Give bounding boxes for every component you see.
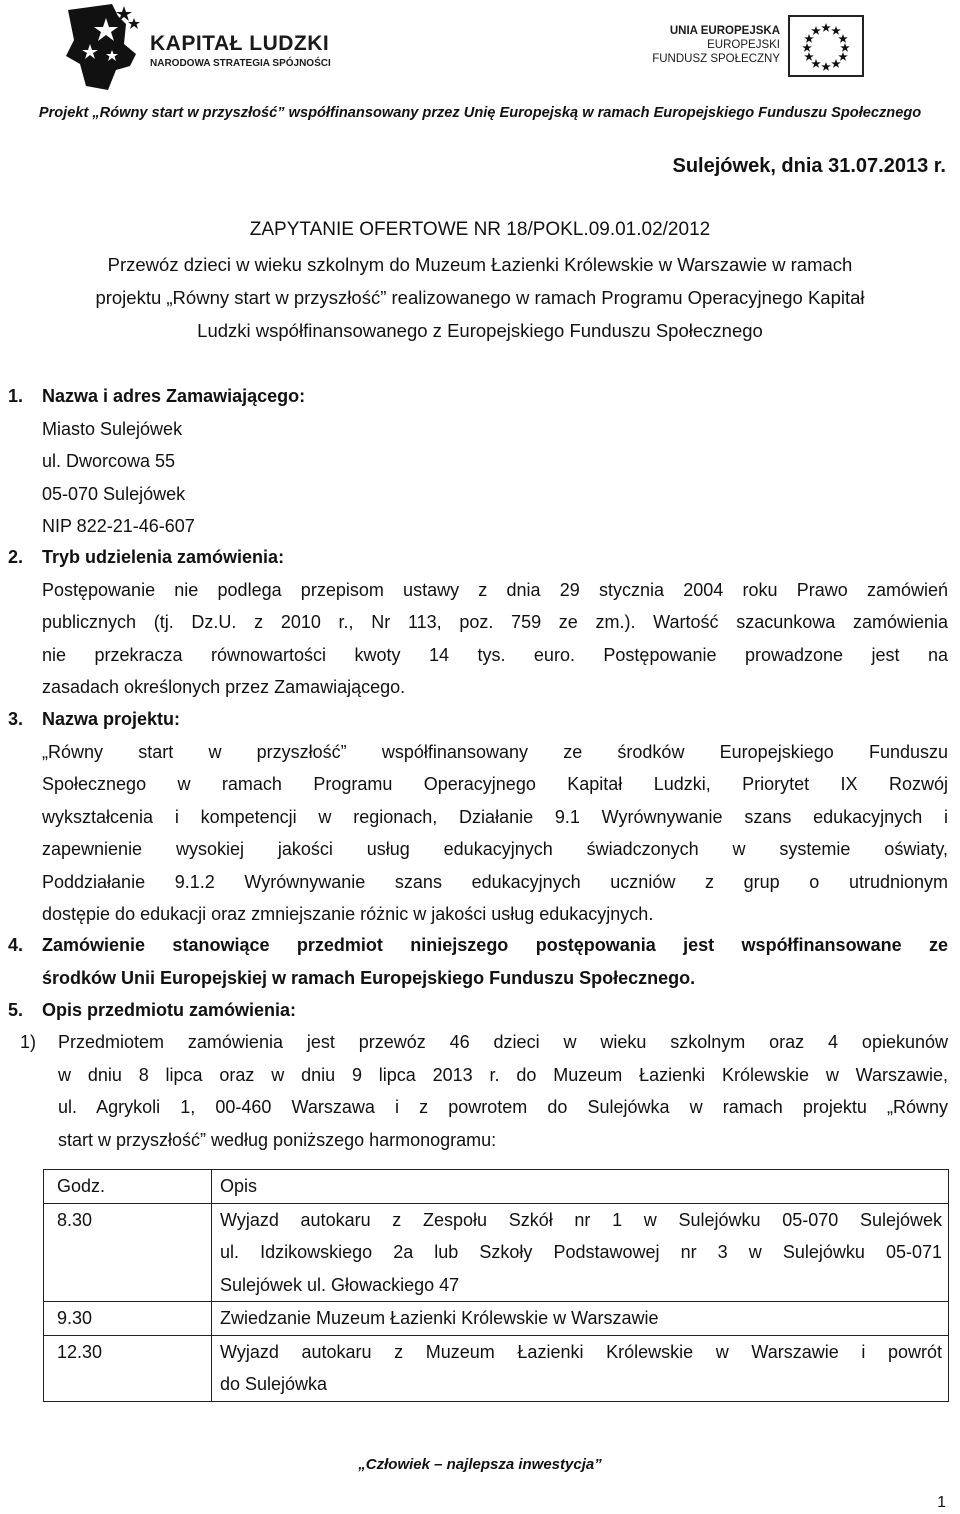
section-heading: Opis przedmiotu zamówienia: bbox=[42, 1000, 297, 1020]
title-line: Ludzki współfinansowanego z Europejskiego Funduszu Społecznego bbox=[197, 320, 763, 341]
section-line: Społecznego w ramach Programu Operacyjnego Kapitał Ludzki, Priorytet IX Rozwój bbox=[42, 774, 948, 794]
list-item-line: ul. Agrykoli 1, 00-460 Warszawa i z powrotem do Sulejówka w ramach projektu „Równy bbox=[58, 1097, 948, 1117]
table-row bbox=[44, 1335, 949, 1401]
document-date: Sulejówek, dnia 31.07.2013 r. bbox=[672, 155, 946, 177]
section-line: ul. Dworcowa 55 bbox=[42, 451, 176, 471]
section-number: 2. bbox=[8, 547, 24, 567]
table-header-cell: Godz. bbox=[44, 1170, 212, 1204]
title-line: projektu „Równy start w przyszłość” realizowanego w ramach Programu Operacyjnego Kapitał bbox=[95, 287, 865, 308]
list-item-line: start w przyszłość” według poniższego harmonogramu: bbox=[58, 1129, 497, 1150]
section-subject-description bbox=[8, 994, 948, 1027]
section-heading: Nazwa i adres Zamawiającego: bbox=[42, 386, 306, 406]
section-number: 3. bbox=[8, 709, 24, 729]
section-number: 4. bbox=[8, 935, 24, 955]
table-row bbox=[44, 1302, 949, 1336]
section-line: środków Unii Europejskiej w ramach Europejskiego Funduszu Społecznego. bbox=[42, 967, 696, 988]
table-row bbox=[44, 1203, 949, 1302]
table-cell-line: Sulejówek ul. Głowackiego 47 bbox=[220, 1274, 460, 1295]
section-line: Postępowanie nie podlega przepisom ustawy z dnia 29 stycznia 2004 roku Prawo zamówień bbox=[42, 579, 948, 600]
section-line: dostępie do edukacji oraz zmniejszanie różnic w jakości usług edukacyjnych. bbox=[42, 904, 654, 924]
kapital-ludzki-logo-subtitle: NARODOWA STRATEGIA SPÓJNOŚCI bbox=[150, 58, 331, 69]
table-header-cell: Opis bbox=[212, 1170, 949, 1204]
eu-flag-icon bbox=[788, 15, 864, 77]
section-heading: Tryb udzielenia zamówienia: bbox=[42, 547, 285, 567]
table-cell-line: Wyjazd autokaru z Muzeum Łazienki Królewskie w Warszawie i powrót bbox=[220, 1341, 942, 1362]
section-procedure-mode bbox=[8, 541, 948, 704]
kapital-ludzki-logo-title: KAPITAŁ LUDZKI bbox=[150, 32, 330, 55]
table-header-row bbox=[44, 1170, 949, 1204]
table-cell-time: 12.30 bbox=[44, 1335, 212, 1401]
section-contracting-authority bbox=[8, 380, 948, 543]
section-line: nie przekracza równowartości kwoty 14 tys. euro. Postępowanie prowadzone jest na bbox=[42, 644, 948, 665]
table-cell-line: ul. Idzikowskiego 2a lub Szkoły Podstawowej nr 3 w Sulejówku 05-071 bbox=[220, 1242, 942, 1262]
kapital-ludzki-emblem-icon bbox=[66, 4, 146, 92]
section-line: publicznych (tj. Dz.U. z 2010 r., Nr 113, poz. 759 ze zm.). Wartość szacunkowa zamówienia bbox=[42, 612, 948, 632]
title-line: Przewóz dzieci w wieku szkolnym do Muzeum Łazienki Królewskie w Warszawie w ramach bbox=[107, 254, 853, 275]
list-item-line: Przedmiotem zamówienia jest przewóz 46 dzieci w wieku szkolnym oraz 4 opiekunów bbox=[58, 1032, 948, 1052]
project-header-line: Projekt „Równy start w przyszłość” współfinansowany przez Unię Europejską w ramach Europejskiego Funduszu Społecznego bbox=[38, 105, 922, 121]
section-line: Zamówienie stanowiące przedmiot niniejszego postępowania jest współfinansowane ze bbox=[42, 935, 948, 955]
footer-motto: „Człowiek – najlepsza inwestycja” bbox=[358, 1456, 602, 1473]
section-project-name bbox=[8, 703, 948, 931]
table-cell-line: Wyjazd autokaru z Zespołu Szkół nr 1 w Sulejówku 05-070 Sulejówek bbox=[220, 1209, 942, 1230]
section-heading: Nazwa projektu: bbox=[42, 709, 181, 729]
eu-logo-line1: UNIA EUROPEJSKA bbox=[669, 25, 780, 37]
section-line: zasadach określonych przez Zamawiającego. bbox=[42, 677, 406, 697]
section-line: Miasto Sulejówek bbox=[42, 418, 183, 439]
section-line: zapewnienie wysokiej jakości usług edukacyjnych świadczonych w systemie oświaty, bbox=[42, 839, 948, 859]
section-cofinancing bbox=[8, 929, 948, 994]
table-cell-line: Zwiedzanie Muzeum Łazienki Królewskie w Warszawie bbox=[220, 1308, 659, 1328]
list-item-line: w dniu 8 lipca oraz w dniu 9 lipca 2013 r. do Muzeum Łazienki Królewskie w Warszawie, bbox=[58, 1064, 948, 1085]
table-cell-description bbox=[212, 1302, 949, 1336]
section-line: wykształcenia i kompetencji w regionach, Działanie 9.1 Wyrównywanie szans edukacyjnych i bbox=[42, 806, 948, 827]
eu-logo-line2: EUROPEJSKI bbox=[707, 39, 780, 51]
section-line: Poddziałanie 9.1.2 Wyrównywanie szans edukacyjnych uczniów z grup o utrudnionym bbox=[42, 871, 948, 892]
document-title bbox=[0, 248, 960, 347]
section-number: 5. bbox=[8, 1000, 24, 1020]
eu-logo bbox=[648, 12, 878, 82]
page-number: 1 bbox=[937, 1494, 946, 1511]
table-cell-line: do Sulejówka bbox=[220, 1374, 328, 1394]
eu-logo-line3: FUNDUSZ SPOŁECZNY bbox=[652, 53, 780, 65]
section-number: 1. bbox=[8, 386, 24, 406]
section-line: NIP 822-21-46-607 bbox=[42, 516, 195, 536]
table-cell-time: 9.30 bbox=[44, 1302, 212, 1336]
section-line: „Równy start w przyszłość” współfinansowany ze środków Europejskiego Funduszu bbox=[42, 741, 948, 762]
enquiry-number: ZAPYTANIE OFERTOWE NR 18/POKL.09.01.02/2012 bbox=[249, 219, 711, 240]
schedule-table bbox=[43, 1169, 949, 1402]
table-cell-description bbox=[212, 1203, 949, 1302]
list-item-number: 1) bbox=[20, 1032, 37, 1052]
section-line: 05-070 Sulejówek bbox=[42, 483, 186, 504]
eu-logo-text bbox=[648, 24, 780, 66]
table-cell-description bbox=[212, 1335, 949, 1401]
table-cell-time: 8.30 bbox=[44, 1203, 212, 1302]
kapital-ludzki-logo bbox=[66, 4, 366, 92]
list-item bbox=[20, 1026, 948, 1156]
